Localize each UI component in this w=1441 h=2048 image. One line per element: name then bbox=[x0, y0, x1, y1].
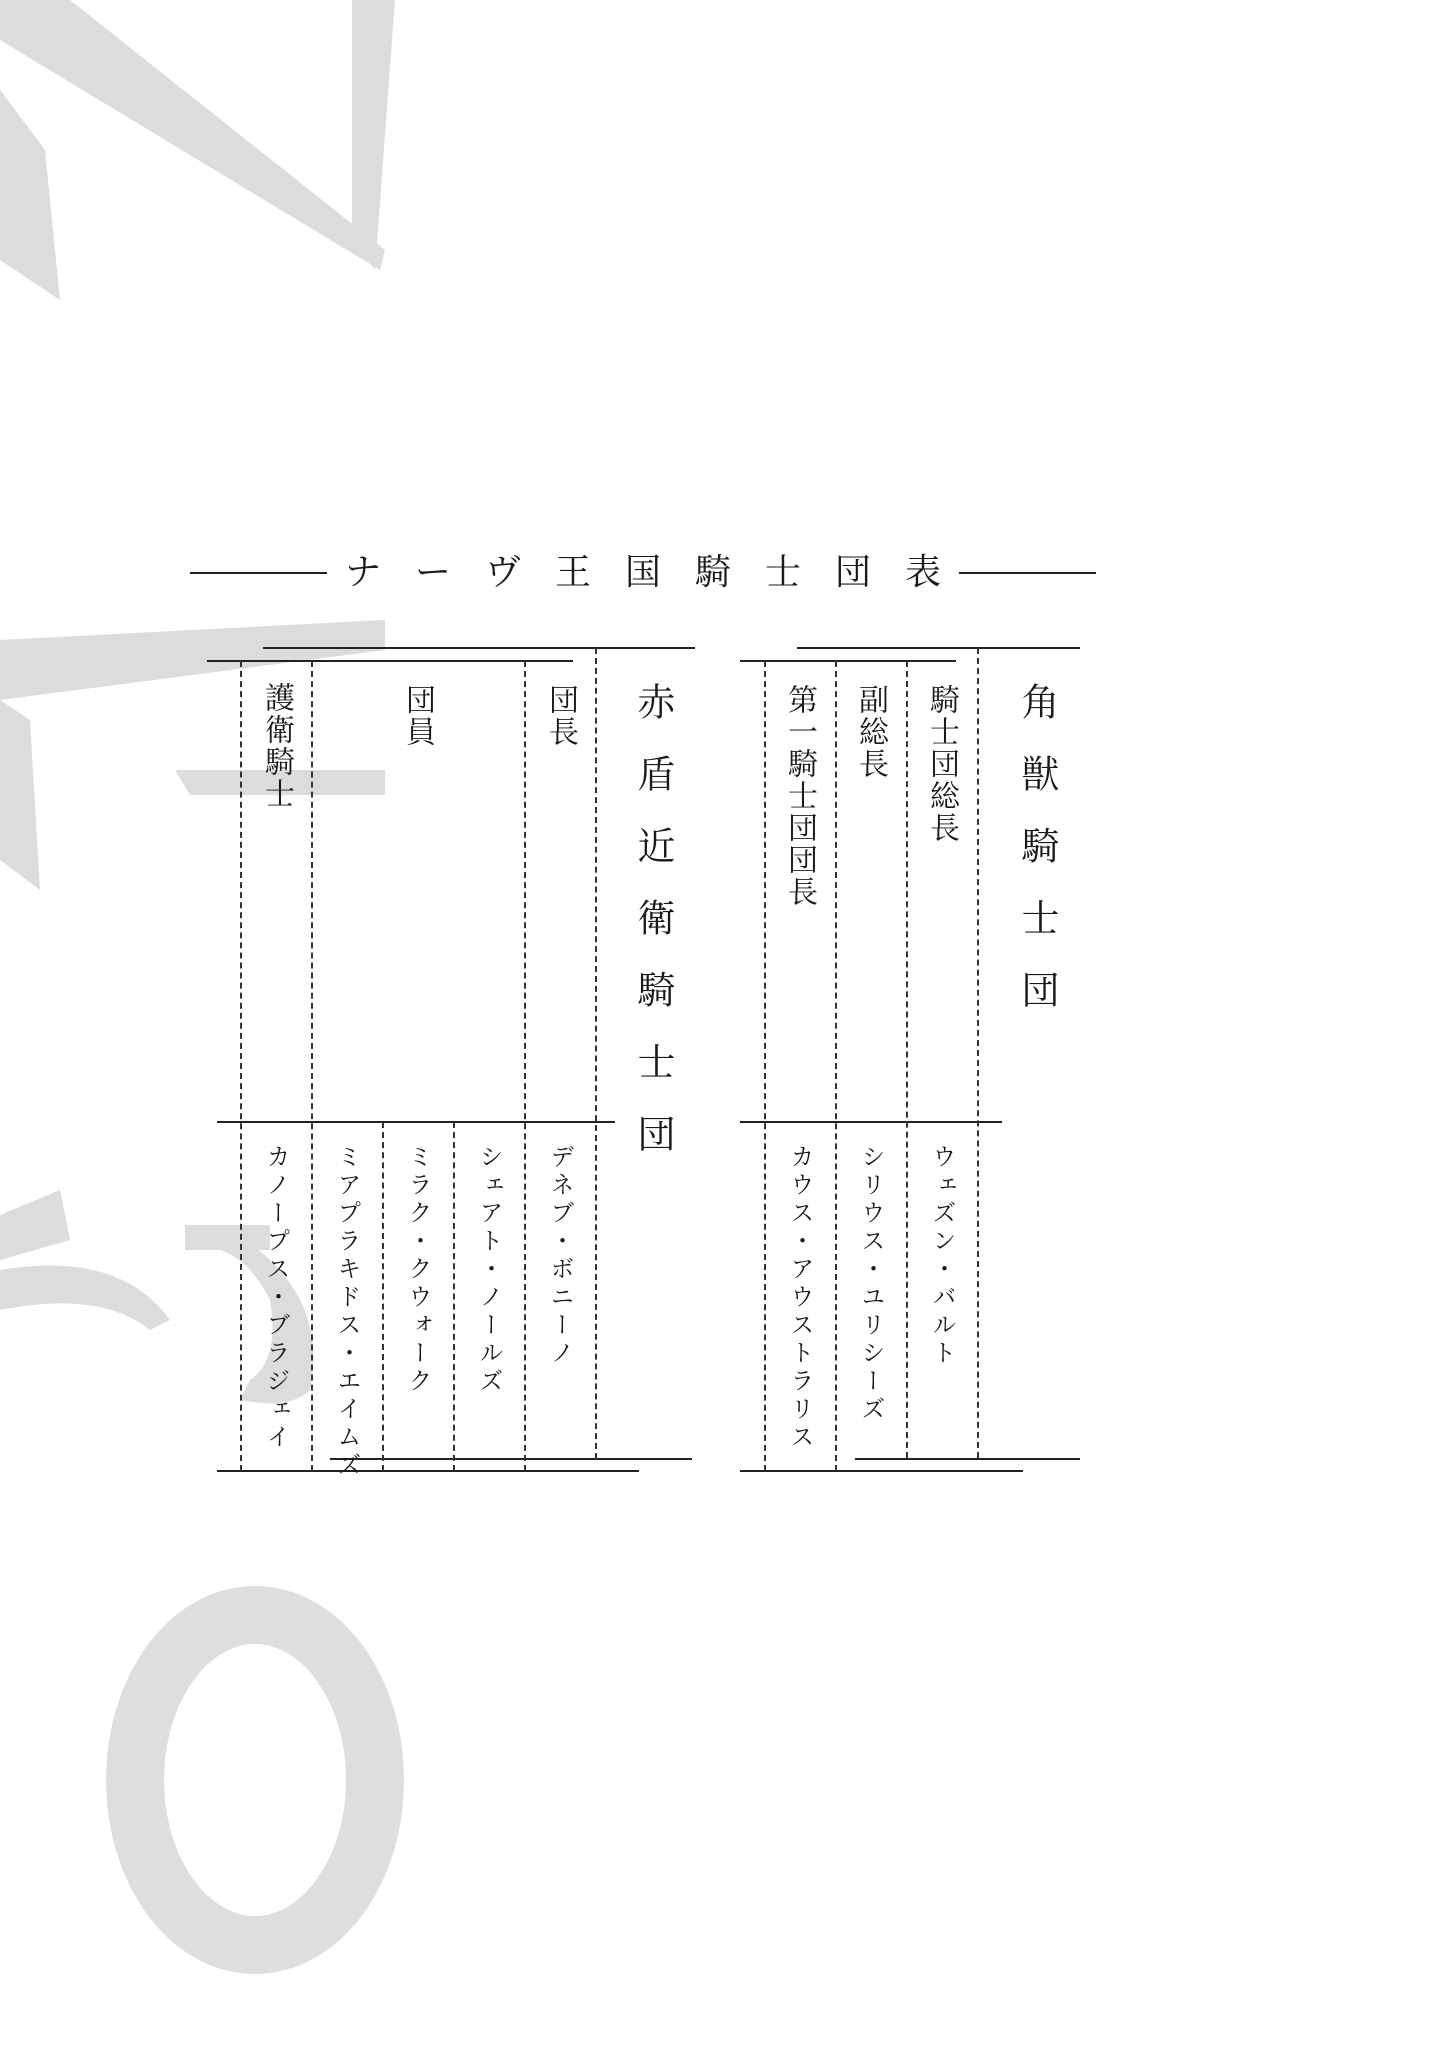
right-bottom-rule-2 bbox=[740, 1470, 1023, 1472]
left-divider-1 bbox=[240, 661, 242, 1471]
role-first-captain: 第一騎士団団長 bbox=[782, 684, 817, 908]
right-section-title: 角獣騎士団 bbox=[1015, 682, 1059, 1042]
right-divider-4 bbox=[977, 648, 979, 1458]
name-canopus-brazhei: カノープス・ブラジェイ bbox=[262, 1144, 290, 1452]
name-scheat-knowles: シェアト・ノールズ bbox=[475, 1144, 503, 1396]
left-bottom-rule-2 bbox=[217, 1470, 639, 1472]
role-members: 団員 bbox=[400, 684, 435, 748]
right-divider-2 bbox=[835, 661, 837, 1471]
title-row bbox=[190, 548, 1096, 598]
left-divider-4 bbox=[453, 1122, 455, 1471]
name-miaplacidus-ames: ミアプラキドス・エイムズ bbox=[333, 1144, 361, 1480]
right-top-rule-1 bbox=[797, 647, 1080, 649]
role-guard-knight: 護衛騎士 bbox=[259, 682, 294, 810]
left-section-title: 赤盾近衛騎士団 bbox=[631, 682, 675, 1186]
left-divider-5 bbox=[524, 661, 526, 1471]
name-deneb-bonino: デネブ・ボニーノ bbox=[546, 1144, 574, 1368]
name-wezen-balt: ウェズン・バルト bbox=[928, 1144, 956, 1368]
right-bottom-rule-1 bbox=[855, 1458, 1080, 1460]
page-title: ナーヴ王国騎士団表 bbox=[345, 552, 976, 593]
name-kaus-australis: カウス・アウストラリス bbox=[786, 1144, 814, 1452]
right-divider-3 bbox=[906, 661, 908, 1458]
left-divider-2 bbox=[311, 661, 313, 1471]
right-divider-1 bbox=[764, 661, 766, 1471]
name-sirius-ulysses: シリウス・ユリシーズ bbox=[857, 1144, 885, 1424]
name-mirach-quark: ミラク・クウォーク bbox=[404, 1144, 432, 1396]
role-vice-commander: 副総長 bbox=[853, 684, 888, 780]
left-divider-6 bbox=[595, 648, 597, 1459]
right-top-rule-2 bbox=[740, 660, 956, 662]
role-commander: 騎士団総長 bbox=[924, 684, 959, 844]
right-mid-rule bbox=[740, 1121, 1002, 1123]
left-mid-rule bbox=[217, 1121, 615, 1123]
left-top-rule-2 bbox=[207, 660, 573, 662]
left-bottom-rule-1 bbox=[330, 1458, 692, 1460]
title-rule-left bbox=[190, 572, 327, 574]
left-divider-3 bbox=[382, 1122, 384, 1471]
title-rule-right bbox=[959, 572, 1096, 574]
role-captain: 団長 bbox=[543, 684, 578, 748]
left-top-rule-1 bbox=[263, 647, 695, 649]
